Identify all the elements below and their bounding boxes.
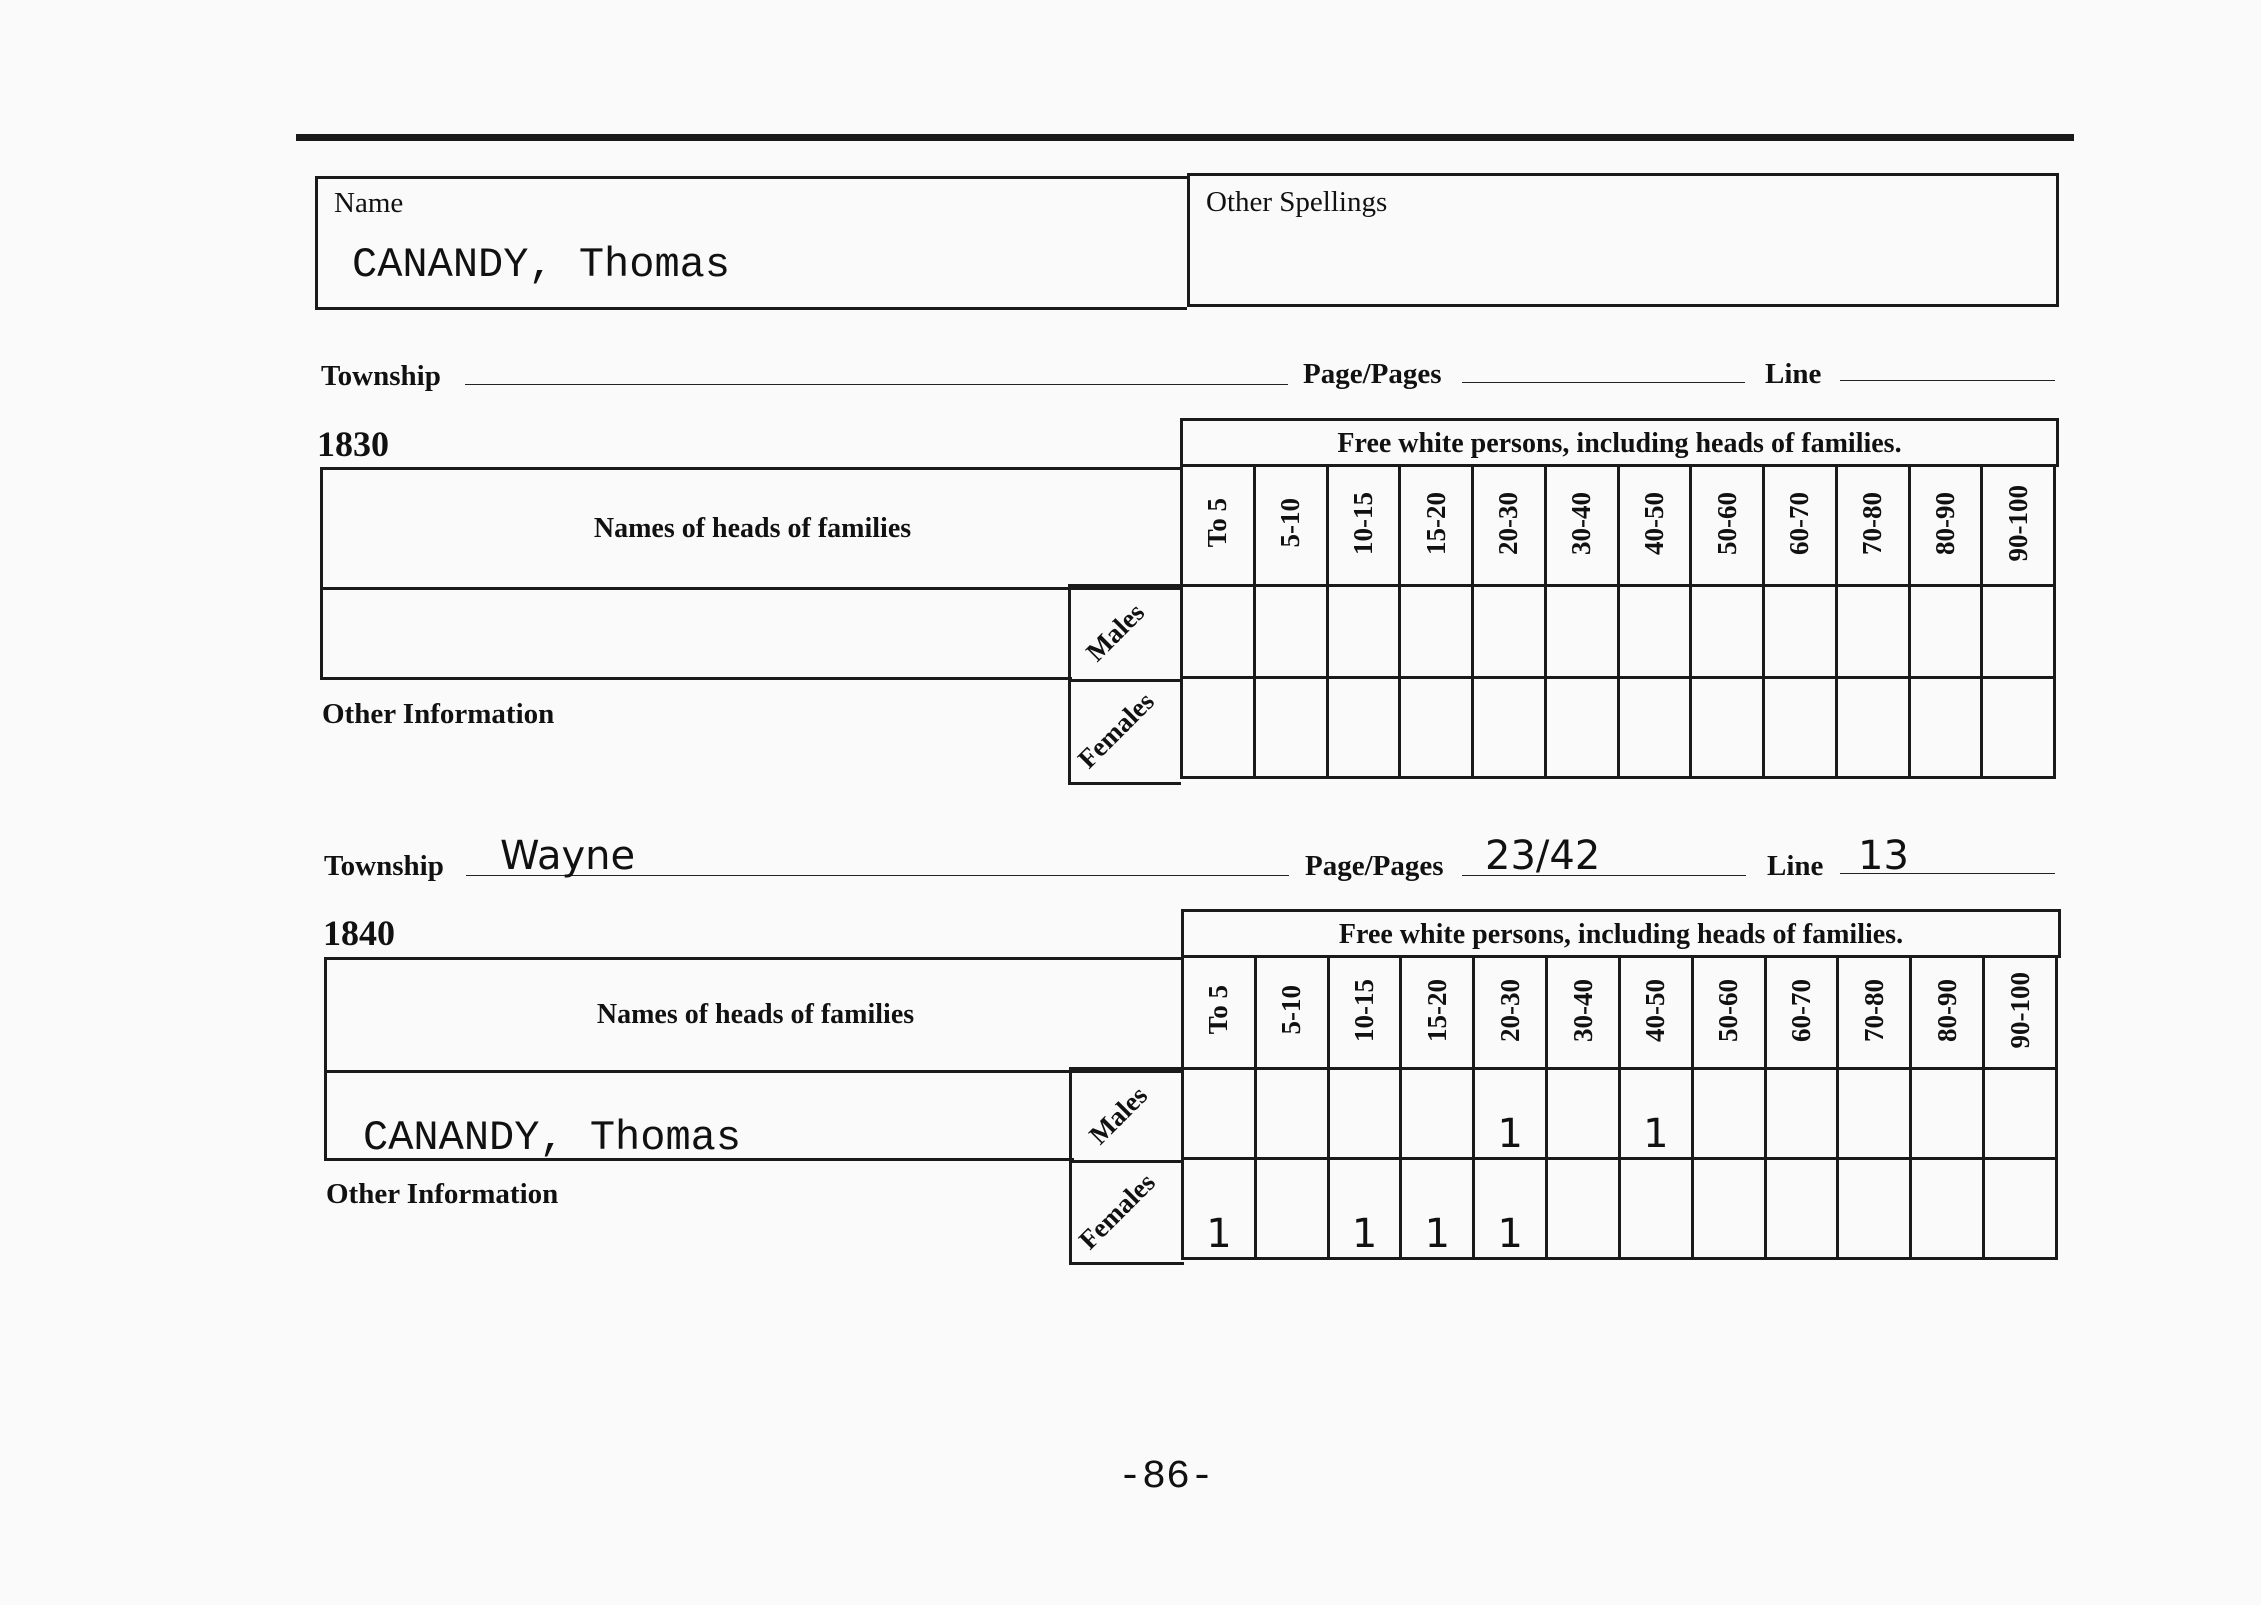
females-row-1830 bbox=[1182, 678, 2055, 778]
males-count-cell-census_1840 bbox=[1692, 1069, 1765, 1159]
age-label: 70-80 bbox=[1858, 978, 1889, 1042]
other-info-label-1830: Other Information bbox=[322, 698, 555, 730]
males-count-cell-census_1840 bbox=[1619, 1069, 1692, 1159]
free-white-label-1840: Free white persons, including heads of families. bbox=[1338, 919, 1904, 950]
year-1830: 1830 bbox=[317, 424, 389, 464]
males-count-cell-census_1840 bbox=[1474, 1069, 1547, 1159]
males-count-cell-census_1830 bbox=[1909, 586, 1982, 678]
age-header-census_1840 bbox=[1328, 957, 1401, 1069]
females-count-cell-census_1830 bbox=[1909, 678, 1982, 778]
age-header-census_1830 bbox=[1182, 466, 1255, 586]
age-label: 5-10 bbox=[1275, 498, 1306, 548]
age-label: 70-80 bbox=[1857, 491, 1888, 555]
females-count-value: 1 bbox=[1497, 1211, 1523, 1257]
head-of-family-box-1830 bbox=[320, 587, 1072, 680]
females-count-cell-census_1840 bbox=[1838, 1159, 1911, 1259]
age-label: 60-70 bbox=[1786, 978, 1817, 1042]
males-count-cell-census_1830 bbox=[1400, 586, 1473, 678]
age-header-census_1830 bbox=[1618, 466, 1691, 586]
females-count-cell-census_1830 bbox=[1982, 678, 2055, 778]
males-cell-1840 bbox=[1072, 1070, 1184, 1163]
year-1840: 1840 bbox=[323, 913, 395, 953]
females-count-cell-census_1830 bbox=[1400, 678, 1473, 778]
age-header-census_1830 bbox=[1400, 466, 1473, 586]
males-label-1830: Males bbox=[1080, 597, 1151, 668]
page-pages-value-1840: 23/42 bbox=[1485, 833, 1601, 879]
other-spellings-box bbox=[1187, 173, 2059, 307]
head-of-family-1840: CANANDY, Thomas bbox=[363, 1114, 742, 1162]
females-count-cell-census_1840 bbox=[1984, 1159, 2057, 1259]
age-label: 15-20 bbox=[1421, 978, 1452, 1042]
females-count-cell-census_1830 bbox=[1182, 678, 1255, 778]
other-spellings-label: Other Spellings bbox=[1206, 186, 1388, 218]
age-header-census_1840 bbox=[1692, 957, 1765, 1069]
township-line-1830 bbox=[465, 384, 1288, 385]
males-count-cell-census_1840 bbox=[1765, 1069, 1838, 1159]
males-count-cell-census_1840 bbox=[1401, 1069, 1474, 1159]
age-grid-1830 bbox=[1180, 464, 2056, 779]
females-count-cell-census_1830 bbox=[1764, 678, 1837, 778]
age-header-census_1840 bbox=[1183, 957, 1256, 1069]
age-label: 20-30 bbox=[1493, 491, 1524, 555]
males-count-cell-census_1830 bbox=[1836, 586, 1909, 678]
age-header-census_1840 bbox=[1619, 957, 1692, 1069]
age-header-census_1830 bbox=[1473, 466, 1546, 586]
other-info-label-1840: Other Information bbox=[326, 1178, 559, 1210]
age-header-census_1830 bbox=[1982, 466, 2055, 586]
age-header-census_1830 bbox=[1909, 466, 1982, 586]
free-white-header-1830 bbox=[1180, 418, 2059, 467]
males-row-1830 bbox=[1182, 586, 2055, 678]
age-label: 40-50 bbox=[1640, 978, 1671, 1042]
age-label: 20-30 bbox=[1494, 978, 1525, 1042]
age-header-census_1830 bbox=[1691, 466, 1764, 586]
line-label-1830: Line bbox=[1765, 358, 1822, 390]
females-count-cell-census_1830 bbox=[1618, 678, 1691, 778]
females-count-cell-census_1840 bbox=[1692, 1159, 1765, 1259]
name-label: Name bbox=[334, 187, 404, 219]
males-count-cell-census_1830 bbox=[1182, 586, 1255, 678]
age-header-census_1840 bbox=[1838, 957, 1911, 1069]
age-label: To 5 bbox=[1202, 498, 1233, 548]
females-count-value: 1 bbox=[1424, 1211, 1451, 1257]
age-label: 30-40 bbox=[1567, 978, 1598, 1042]
name-value: CANANDY, Thomas bbox=[352, 241, 731, 289]
females-count-cell-census_1830 bbox=[1473, 678, 1546, 778]
age-header-census_1830 bbox=[1836, 466, 1909, 586]
age-label: To 5 bbox=[1203, 985, 1234, 1035]
males-count-cell-census_1840 bbox=[1255, 1069, 1328, 1159]
line-value-1840: 13 bbox=[1858, 833, 1909, 879]
males-count-value: 1 bbox=[1497, 1111, 1523, 1157]
age-label: 90-100 bbox=[2002, 484, 2033, 562]
males-count-cell-census_1840 bbox=[1984, 1069, 2057, 1159]
males-count-cell-census_1830 bbox=[1764, 586, 1837, 678]
males-cell-1830 bbox=[1071, 587, 1181, 682]
males-count-cell-census_1840 bbox=[1328, 1069, 1401, 1159]
age-label: 40-50 bbox=[1638, 491, 1669, 555]
age-header-row-1840 bbox=[1183, 957, 2057, 1069]
males-count-cell-census_1840 bbox=[1911, 1069, 1984, 1159]
names-heads-header-1840 bbox=[324, 957, 1184, 1073]
township-value-1840: Wayne bbox=[500, 833, 636, 879]
names-heads-label-1830: Names of heads of families bbox=[593, 513, 912, 544]
age-header-census_1840 bbox=[1547, 957, 1620, 1069]
age-grid-1840 bbox=[1181, 955, 2058, 1260]
females-count-cell-census_1830 bbox=[1327, 678, 1400, 778]
males-count-cell-census_1830 bbox=[1473, 586, 1546, 678]
females-label-1830: Females bbox=[1071, 686, 1160, 775]
page-pages-label-1830: Page/Pages bbox=[1303, 358, 1442, 390]
page-number: -86- bbox=[1118, 1455, 1215, 1500]
females-count-cell-census_1840 bbox=[1255, 1159, 1328, 1259]
sex-label-column-1830 bbox=[1068, 584, 1181, 785]
line-label-1840: Line bbox=[1767, 850, 1824, 882]
age-label: 50-60 bbox=[1711, 491, 1742, 555]
names-heads-header-1830 bbox=[320, 467, 1182, 590]
age-header-census_1830 bbox=[1764, 466, 1837, 586]
females-count-cell-census_1830 bbox=[1545, 678, 1618, 778]
age-header-census_1840 bbox=[1401, 957, 1474, 1069]
age-header-census_1830 bbox=[1545, 466, 1618, 586]
females-count-cell-census_1830 bbox=[1691, 678, 1764, 778]
females-count-cell-census_1840 bbox=[1547, 1159, 1620, 1259]
males-count-cell-census_1830 bbox=[1982, 586, 2055, 678]
males-count-cell-census_1840 bbox=[1838, 1069, 1911, 1159]
name-box bbox=[315, 176, 1187, 310]
females-count-cell-census_1840 bbox=[1619, 1159, 1692, 1259]
females-count-cell-census_1830 bbox=[1254, 678, 1327, 778]
age-label: 10-15 bbox=[1349, 978, 1380, 1042]
age-header-row-1830 bbox=[1182, 466, 2055, 586]
age-header-census_1840 bbox=[1474, 957, 1547, 1069]
males-count-cell-census_1840 bbox=[1183, 1069, 1256, 1159]
males-count-cell-census_1830 bbox=[1691, 586, 1764, 678]
free-white-header-1840 bbox=[1181, 909, 2061, 958]
females-count-cell-census_1840 bbox=[1183, 1159, 1256, 1259]
names-heads-label-1840: Names of heads of families bbox=[596, 999, 915, 1030]
sex-label-column-1840 bbox=[1069, 1067, 1184, 1265]
age-label: 10-15 bbox=[1347, 491, 1378, 555]
age-header-census_1840 bbox=[1911, 957, 1984, 1069]
females-count-cell-census_1840 bbox=[1765, 1159, 1838, 1259]
age-label: 15-20 bbox=[1420, 491, 1451, 555]
age-label: 5-10 bbox=[1276, 985, 1307, 1035]
age-header-census_1840 bbox=[1984, 957, 2057, 1069]
top-rule bbox=[296, 134, 2074, 141]
age-header-census_1830 bbox=[1327, 466, 1400, 586]
age-label: 60-70 bbox=[1784, 491, 1815, 555]
line-line-1830 bbox=[1840, 380, 2055, 381]
males-count-cell-census_1830 bbox=[1327, 586, 1400, 678]
township-label-1840: Township bbox=[324, 850, 444, 882]
females-count-cell-census_1840 bbox=[1328, 1159, 1401, 1259]
age-label: 90-100 bbox=[2004, 971, 2035, 1049]
head-of-family-box-1840 bbox=[324, 1070, 1074, 1161]
age-header-census_1840 bbox=[1765, 957, 1838, 1069]
age-label: 80-90 bbox=[1929, 491, 1960, 555]
males-count-value: 1 bbox=[1643, 1111, 1669, 1157]
page-pages-line-1830 bbox=[1462, 382, 1745, 383]
females-row-1840 bbox=[1183, 1159, 2057, 1259]
females-count-cell-census_1840 bbox=[1911, 1159, 1984, 1259]
females-count-value: 1 bbox=[1206, 1211, 1232, 1257]
females-count-cell-census_1830 bbox=[1836, 678, 1909, 778]
page-pages-label-1840: Page/Pages bbox=[1305, 850, 1444, 882]
township-label-1830: Township bbox=[321, 360, 441, 392]
females-count-cell-census_1840 bbox=[1401, 1159, 1474, 1259]
age-header-census_1830 bbox=[1254, 466, 1327, 586]
males-label-1840: Males bbox=[1083, 1080, 1154, 1151]
age-label: 80-90 bbox=[1931, 978, 1962, 1042]
females-label-1840: Females bbox=[1072, 1167, 1161, 1256]
age-header-census_1840 bbox=[1255, 957, 1328, 1069]
males-count-cell-census_1830 bbox=[1545, 586, 1618, 678]
males-count-cell-census_1830 bbox=[1254, 586, 1327, 678]
age-label: 30-40 bbox=[1566, 491, 1597, 555]
age-label: 50-60 bbox=[1713, 978, 1744, 1042]
females-count-value: 1 bbox=[1351, 1211, 1378, 1257]
males-count-cell-census_1830 bbox=[1618, 586, 1691, 678]
males-count-cell-census_1840 bbox=[1547, 1069, 1620, 1159]
females-count-cell-census_1840 bbox=[1474, 1159, 1547, 1259]
males-row-1840 bbox=[1183, 1069, 2057, 1159]
free-white-label-1830: Free white persons, including heads of families. bbox=[1337, 428, 1902, 459]
